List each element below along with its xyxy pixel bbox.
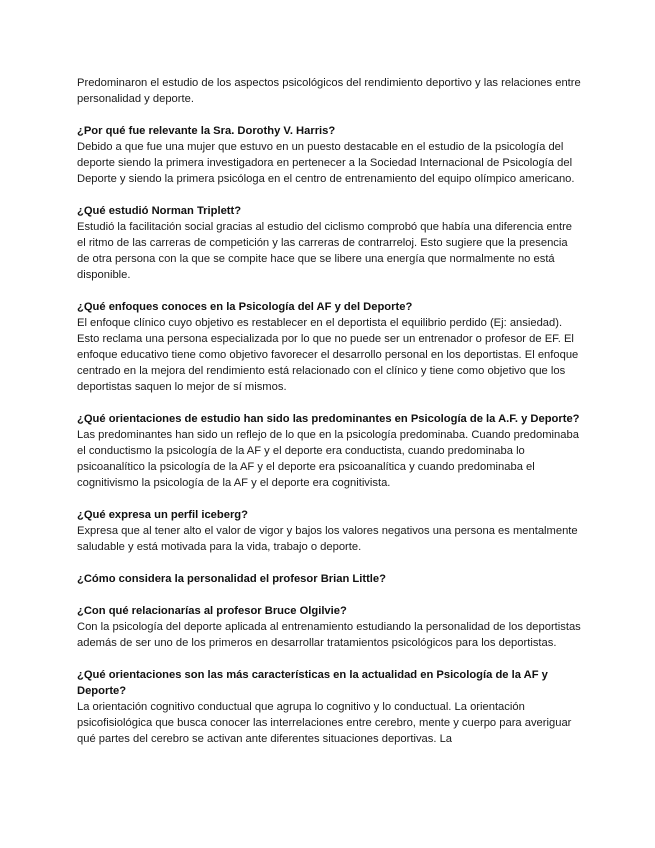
question-heading: ¿Qué orientaciones son las más características en la actualidad en Psicología de la AF y Deporte? [77,669,548,697]
qa-block-orientaciones-actuales [77,667,582,747]
question-heading: ¿Qué expresa un perfil iceberg? [77,509,248,521]
qa-block-olgilvie [77,603,582,651]
question-heading: ¿Por qué fue relevante la Sra. Dorothy V. Harris? [77,125,336,137]
answer-paragraph: Expresa que al tener alto el valor de vigor y bajos los valores negativos una persona es mentalmente saludable y está motivada para la vida, trabajo o deporte. [77,525,578,553]
question-heading: ¿Con qué relacionarías al profesor Bruce Olgilvie? [77,605,347,617]
qa-block-enfoques [77,299,582,395]
question-heading: ¿Qué enfoques conoces en la Psicología del AF y del Deporte? [77,301,413,313]
qa-block-little [77,571,582,587]
document-body [77,75,582,763]
intro-paragraph: Predominaron el estudio de los aspectos psicológicos del rendimiento deportivo y las relaciones entre personalidad y deporte. [77,77,581,105]
qa-block-iceberg [77,507,582,555]
answer-paragraph: Con la psicología del deporte aplicada al entrenamiento estudiando la personalidad de los deportistas además de ser uno de los primeros en desarrollar tratamientos psicológicos para los deportistas. [77,621,581,649]
answer-paragraph: Estudió la facilitación social gracias al estudio del ciclismo comprobó que había una diferencia entre el ritmo de las carreras de competición y las carreras de contrarreloj. Esto sugiere que la presencia de otra persona con la que se compite hace que se libere una energía que normalmente no está disponible. [77,221,573,281]
answer-paragraph: Debido a que fue una mujer que estuvo en un puesto destacable en el estudio de la psicología del deporte siendo la primera investigadora en pertenecer a la Sociedad Internacional de Psicología del Deporte y siendo la primera psicóloga en el centro de entrenamiento del equipo olímpico americano. [77,141,575,185]
question-heading: ¿Cómo considera la personalidad el profesor Brian Little? [77,573,386,585]
question-heading: ¿Qué orientaciones de estudio han sido las predominantes en Psicología de la A.F. y Deporte? [77,413,580,425]
answer-paragraph: La orientación cognitivo conductual que agrupa lo cognitivo y lo conductual. La orientación psicofisiológica que busca conocer las interrelaciones entre cerebro, mente y cuerpo para averiguar qué partes del cerebro se activan ante diferentes situaciones deportivas. La [77,701,572,745]
qa-block-orientaciones-predominantes [77,411,582,491]
answer-text: Las predominantes han sido un reflejo de lo que en la psicología predominaba. Cuando predominaba el conductismo la psicología de la AF y el deporte era conductista, cuando predominaba lo psicoanalítico la psicología de la AF y el deporte era psicoanalítica y cuando predominaba el cognitivismo la psicología de la AF y el deporte era cognitivista. [77,429,579,489]
qa-block-harris [77,123,582,187]
inline-qa-paragraph [77,411,582,491]
answer-paragraph: El enfoque clínico cuyo objetivo es restablecer en el deportista el equilibrio perdido (Ej: ansiedad). Esto reclama una persona especializada por lo que no puede ser un entrenador o profesor de EF. El enfoque educativo tiene como objetivo favorecer el desarrollo personal en los deportistas. El enfoque centrado en la mejora del rendimiento está relacionado con el clínico y tiene como objetivo que los deportistas saquen lo mejor de sí mismos. [77,317,579,393]
qa-block-triplett [77,203,582,283]
question-heading: ¿Qué estudió Norman Triplett? [77,205,242,217]
